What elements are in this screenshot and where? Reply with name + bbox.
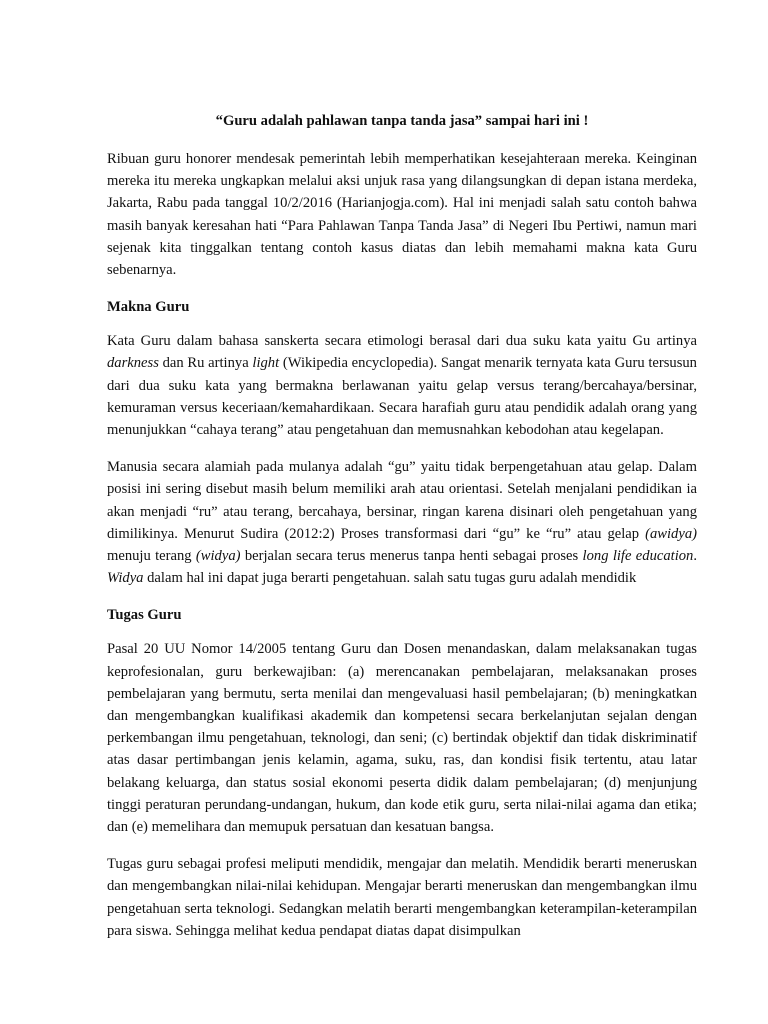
italic-term-long-life-education: long life education [582, 548, 694, 565]
italic-term-light: light [252, 355, 280, 372]
text-run: dan Ru artinya [158, 355, 253, 372]
italic-term-awidya: (awidya) [645, 525, 697, 542]
italic-term-darkness: darkness [107, 355, 159, 372]
text-run: . [693, 548, 697, 565]
makna-paragraph-1 [107, 330, 697, 441]
text-run: Manusia secara alamiah pada mulanya adalah “gu” yaitu tidak berpengetahuan atau gelap. Dalam posisi ini sering disebut masih belum memiliki arah atau orientasi. Setelah menjalani pendidikan ia akan menjadi “ru” atau terang, bercahaya, bersinar, ringan karena disinari oleh pengetahuan yang dimilikinya. Menurut Sudira (2012:2) Proses transformasi dari “gu” ke “ru” atau gelap [107, 459, 697, 542]
document-title: “Guru adalah pahlawan tanpa tanda jasa” sampai hari ini ! [215, 113, 589, 129]
text-run: berjalan secara terus menerus tanpa henti sebagai proses [240, 548, 583, 565]
tugas-paragraph-1: Pasal 20 UU Nomor 14/2005 tentang Guru dan Dosen menandaskan, dalam melaksanakan tugas keprofesionalan, guru berkewajiban: (a) merencanakan pembelajaran, melaksanakan proses pembelajaran yang bermutu, serta menilai dan mengevaluasi hasil pembelajaran; (b) meningkatkan dan mengembangkan kualifikasi akademik dan kompetensi secara berkelanjutan sejalan dengan perkembangan ilmu pengetahuan, teknologi, dan seni; (c) bertindak objektif dan tidak diskriminatif atas dasar pertimbangan jenis kelamin, agama, suku, ras, dan kondisi fisik tertentu, atau latar belakang keluarga, dan status sosial ekonomi peserta didik dalam pembelajaran; (d) menjunjung tinggi peraturan perundang-undangan, hukum, dan kode etik guru, serta nilai-nilai agama dan etika; dan (e) memelihara dan memupuk persatuan dan kesatuan bangsa. [107, 641, 697, 836]
italic-term-widya: Widya [107, 570, 144, 587]
section-heading-makna: Makna Guru [107, 299, 190, 316]
intro-paragraph: Ribuan guru honorer mendesak pemerintah lebih memperhatikan kesejahteraan mereka. Keinginan mereka itu mereka ungkapkan melalui aksi unjuk rasa yang dilangsungkan di depan istana merdeka, Jakarta, Rabu pada tanggal 10/2/2016 (Harianjogja.com). Hal ini menjadi salah satu contoh bahwa masih banyak keresahan hati “Para Pahlawan Tanpa Tanda Jasa” di Negeri Ibu Pertiwi, namun mari sejenak kita tinggalkan tentang contoh kasus diatas dan lebih memahami makna kata Guru sebenarnya. [107, 151, 697, 279]
text-run: menuju terang [107, 548, 196, 565]
document-body [107, 96, 697, 957]
text-run: (Wikipedia encyclopedia). Sangat menarik ternyata kata Guru tersusun dari dua suku kata yang bermakna berlawanan yaitu gelap versus terang/bercahaya/bersinar, kemuraman versus keceriaan/kemahardikaan. Secara harafiah guru atau pendidik adalah orang yang menunjukkan “cahaya terang” atau pengetahuan dan memusnahkan kebodohan atau kegelapan. [107, 355, 697, 439]
text-run: dalam hal ini dapat juga berarti pengetahuan. salah satu tugas guru adalah mendidik [143, 570, 637, 587]
makna-paragraph-2 [107, 456, 697, 589]
section-heading-tugas: Tugas Guru [107, 607, 182, 624]
text-run: Kata Guru dalam bahasa sanskerta secara etimologi berasal dari dua suku kata yaitu Gu artinya [107, 333, 697, 350]
italic-term-widya: (widya) [195, 548, 241, 565]
tugas-paragraph-2: Tugas guru sebagai profesi meliputi mendidik, mengajar dan melatih. Mendidik berarti meneruskan dan mengembangkan nilai-nilai kehidupan. Mengajar berarti meneruskan dan mengembangkan ilmu pengetahuan serta teknologi. Sedangkan melatih berarti mengembangkan keterampilan-keterampilan para siswa. Sehingga melihat kedua pendapat diatas dapat disimpulkan [107, 856, 697, 939]
